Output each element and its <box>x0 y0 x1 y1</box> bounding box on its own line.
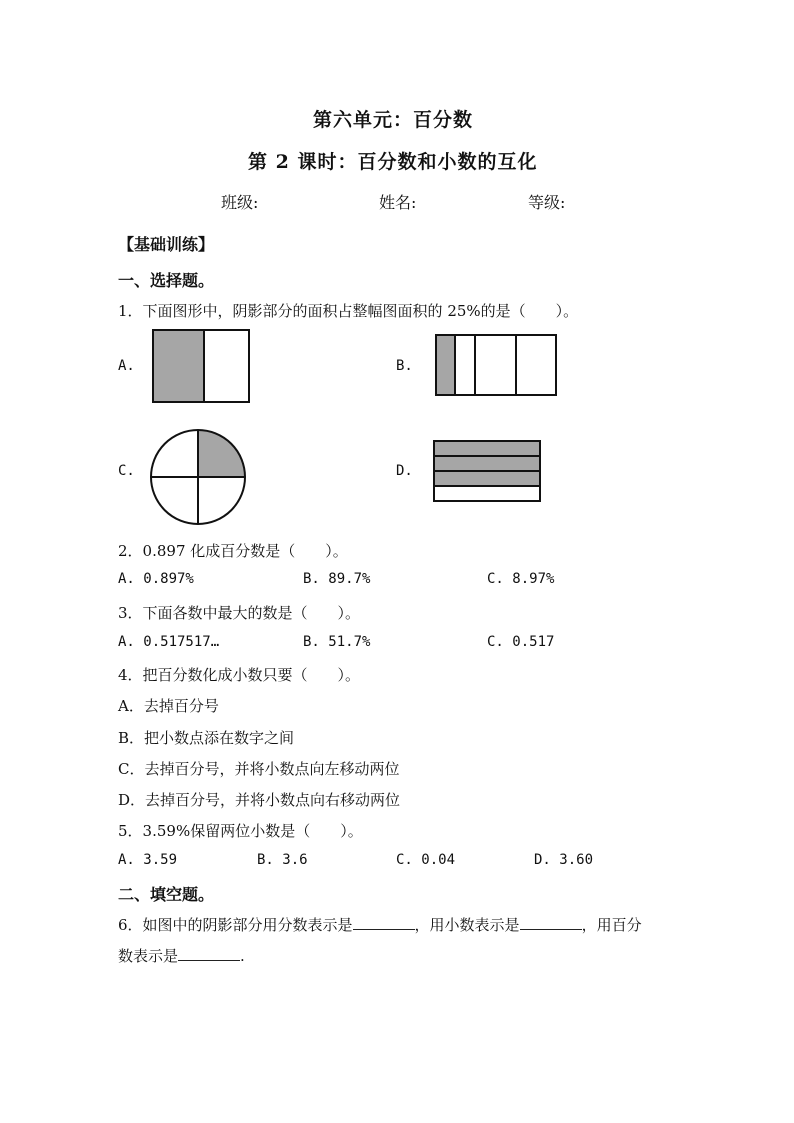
question-2: 2．0.897 化成百分数是（ ）。 <box>118 542 348 560</box>
q2-option-b: B. 89.7% <box>303 571 371 587</box>
q1-label-c: C. <box>118 463 135 479</box>
q6-percent-blank[interactable] <box>178 946 240 961</box>
q1-figure-c <box>150 429 246 525</box>
figure-b-shaded-part <box>436 335 455 395</box>
question-1: 1．下面图形中，阴影部分的面积占整幅图面积的 25%的是（ ）。 <box>118 302 579 320</box>
q1-label-a: A. <box>118 358 135 374</box>
q2-option-a: A. 0.897% <box>118 571 194 587</box>
q6-text-5: . <box>240 947 245 965</box>
q6-text-1: 6．如图中的阴影部分用分数表示是 <box>118 916 353 934</box>
part2-heading: 二、填空题。 <box>118 885 215 904</box>
q5-option-a: A. 3.59 <box>118 852 178 868</box>
q6-text-3: ，用百分 <box>581 916 642 934</box>
figure-a-shaded-half <box>153 330 204 402</box>
name-label: 姓名: <box>379 193 417 212</box>
q4-option-a: A．去掉百分号 <box>118 697 219 715</box>
q1-figure-d <box>433 440 541 502</box>
q1-figure-a <box>152 329 250 403</box>
q3-option-a: A. 0.517517… <box>118 634 220 650</box>
question-5: 5．3.59%保留两位小数是（ ）。 <box>118 822 363 840</box>
q3-option-c: C. 0.517 <box>487 634 555 650</box>
q6-decimal-blank[interactable] <box>520 915 582 930</box>
unit-title: 第六单元：百分数 <box>313 109 474 131</box>
q6-fraction-blank[interactable] <box>353 915 415 930</box>
section-basic-training: 【基础训练】 <box>118 235 215 254</box>
q1-label-b: B. <box>396 358 413 374</box>
q1-figure-b <box>435 334 557 396</box>
figure-d-shaded-strips <box>434 441 540 486</box>
lesson-title: 第 2 课时：百分数和小数的互化 <box>248 151 538 173</box>
q4-option-d: D．去掉百分号，并将小数点向右移动两位 <box>118 791 401 809</box>
q1-label-d: D. <box>396 463 413 479</box>
q5-option-d: D. 3.60 <box>534 852 594 868</box>
q5-option-c: C. 0.04 <box>396 852 456 868</box>
grade-label: 等级: <box>528 193 566 212</box>
question-4: 4．把百分数化成小数只要（ ）。 <box>118 666 361 684</box>
q4-option-c: C．去掉百分号，并将小数点向左移动两位 <box>118 760 400 778</box>
q4-option-b: B．把小数点添在数字之间 <box>118 729 295 747</box>
question-6-line2 <box>118 945 245 966</box>
q5-option-b: B. 3.6 <box>257 852 308 868</box>
q6-text-2: ，用小数表示是 <box>414 916 520 934</box>
q2-option-c: C. 8.97% <box>487 571 555 587</box>
part1-heading: 一、选择题。 <box>118 271 215 290</box>
question-6-line1 <box>118 914 642 935</box>
question-3: 3．下面各数中最大的数是（ ）。 <box>118 604 361 622</box>
q3-option-b: B. 51.7% <box>303 634 371 650</box>
class-label: 班级: <box>221 193 259 212</box>
q6-text-4: 数表示是 <box>118 947 179 965</box>
